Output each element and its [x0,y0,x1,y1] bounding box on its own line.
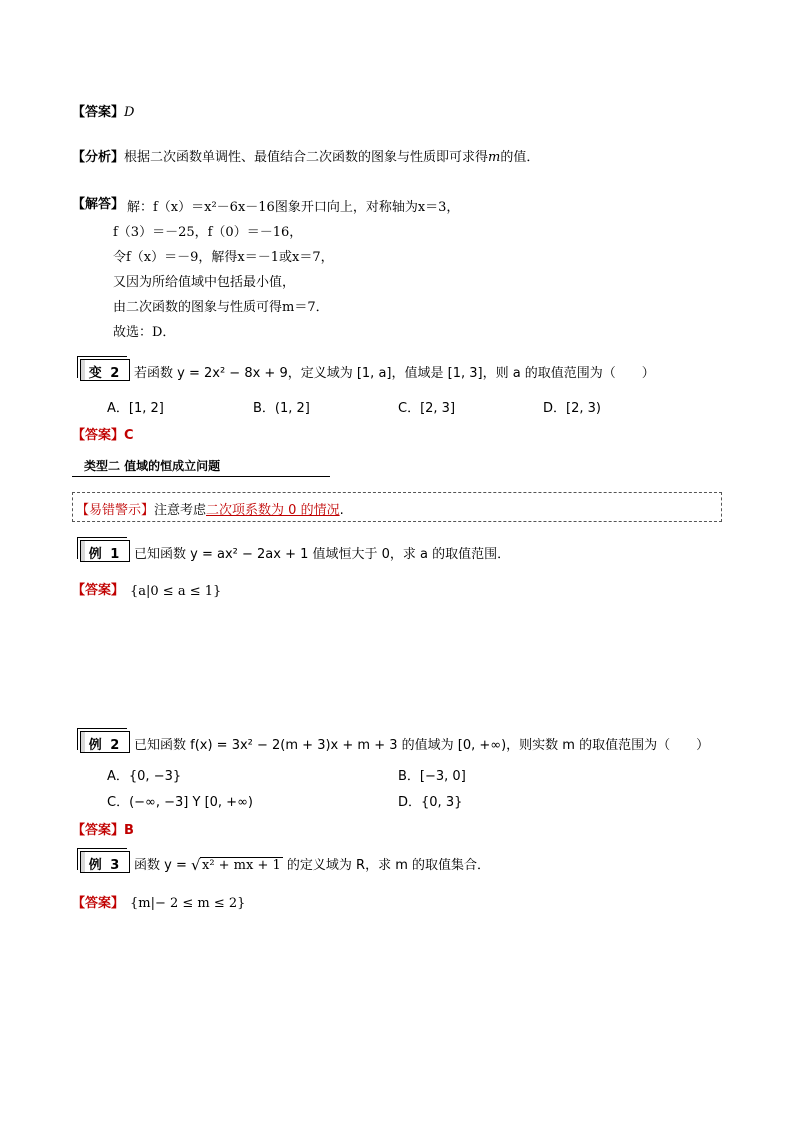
analysis-tag: 【分析】 [72,150,125,165]
variant2-option-a: A．[1, 2] [107,401,164,416]
sqrt-expression [191,858,283,873]
variant2-option-b: B．(1, 2] [253,401,310,416]
example2-answer: 【答案】B [72,823,134,838]
warning-tag: 【易错警示】 [76,503,155,518]
example3-answer-tag: 【答案】 [72,896,125,911]
section-title: 类型二 值域的恒成立问题 [84,459,221,473]
variant2-option-c: C．[2, 3] [398,401,456,416]
example2-option-a: A．{0, −3} [107,769,182,784]
answer-tag: 【答案】 [72,105,125,120]
example2-option-d: D．{0, 3} [398,795,463,810]
example1-answer: {a|0 ≤ a ≤ 1} [130,584,222,599]
example1-label: 例 1 [88,547,122,562]
warning-pre: 注意考虑 [154,503,207,518]
example3-label: 例 3 [88,858,122,873]
analysis-var: m [488,150,501,165]
example2-option-b: B．[−3, 0] [398,769,466,784]
section-underline [72,476,330,477]
variant2-label-box [80,359,130,381]
answer-line-1 [72,101,134,120]
answer-value: D [124,105,135,120]
example3-question-post: 的定义域为 R，求 m 的取值集合． [282,858,491,873]
solution-line-1: 解：f（x）＝x²－6x－16图象开口向上，对称轴为x＝3， [127,200,460,215]
example3-question [134,854,490,873]
solution-line-3: 令f（x）＝－9，解得x＝－1或x＝7， [113,250,334,265]
warning-underlined: 二次项系数为 0 的情况 [206,503,340,518]
analysis-tail: 的值． [500,150,540,165]
variant2-label: 变 2 [88,366,122,381]
example1-label-box [80,540,130,562]
solution-tag: 【解答】 [72,197,125,212]
analysis-text: 根据二次函数单调性、最值结合二次函数的图象与性质即可求得 [124,150,489,165]
example1-answer-tag: 【答案】 [72,583,125,598]
warning-post: . [339,503,344,518]
example1-question: 已知函数 y = ax² − 2ax + 1 值域恒大于 0，求 a 的取值范围． [134,547,511,562]
sqrt-icon: √ [190,856,201,874]
example2-option-c: C．(−∞, −3] Y [0, +∞) [107,795,253,810]
variant2-answer: 【答案】C [72,428,134,443]
variant2-question: 若函数 y = 2x² − 8x + 9，定义域为 [1, a]，值域是 [1, 3]，则 a 的取值范围为（ ） [134,366,655,381]
solution-line-4: 又因为所给值域中包括最小值， [113,275,296,290]
example2-label-box [80,731,130,753]
example3-label-box [80,851,130,873]
warning-line [76,499,344,518]
example3-answer: {m|− 2 ≤ m ≤ 2} [130,896,246,911]
example2-question: 已知函数 f(x) = 3x² − 2(m + 3)x + m + 3 的值域为 [0, +∞)，则实数 m 的取值范围为（ ） [134,738,710,753]
example2-label: 例 2 [88,738,122,753]
sqrt-radicand: x² + mx + 1 [201,858,281,873]
solution-line-6: 故选：D． [113,325,176,340]
solution-line-5: 由二次函数的图象与性质可得m＝7． [113,300,329,315]
solution-line-2: f（3）＝－25，f（0）＝－16， [113,225,303,240]
variant2-option-d: D．[2, 3) [543,401,601,416]
analysis-line [72,146,539,165]
example3-question-pre: 函数 y = [134,858,191,873]
